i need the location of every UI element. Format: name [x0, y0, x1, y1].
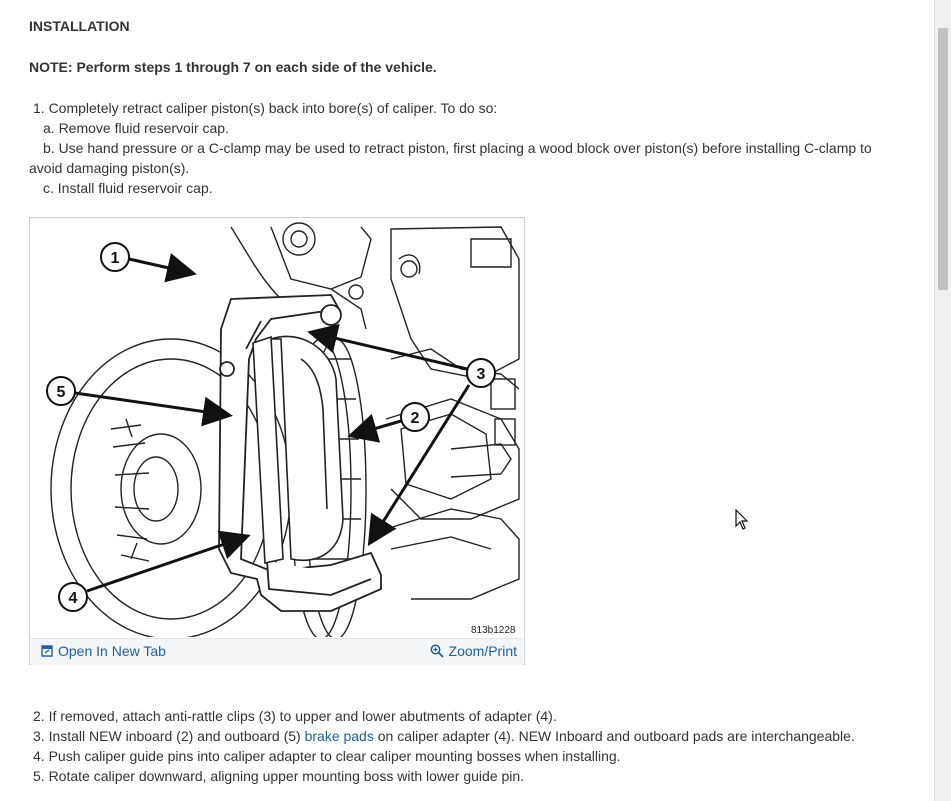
step-2: 2. If removed, attach anti-rattle clips (3) to upper and lower abutments of adapter (4).: [33, 708, 557, 724]
scrollbar-thumb[interactable]: [938, 28, 948, 290]
mouse-cursor-icon: [735, 509, 749, 531]
step-3-text-end: on caliper adapter (4). NEW Inboard and outboard pads are interchangeable.: [373, 728, 855, 744]
callout-3: 3: [476, 366, 486, 383]
callout-5: 5: [56, 384, 66, 401]
step-1a: a. Remove fluid reservoir cap.: [43, 120, 229, 136]
vertical-scrollbar[interactable]: [934, 0, 951, 801]
step-3: [33, 726, 855, 746]
illustration-figure: [29, 217, 525, 665]
brake-caliper-illustration: [31, 219, 523, 637]
open-in-new-tab-label: Open In New Tab: [58, 643, 166, 659]
zoom-print-label: Zoom/Print: [448, 643, 517, 659]
open-in-new-tab-button[interactable]: [41, 643, 166, 659]
step-3-text-start: 3. Install NEW inboard (2) and outboard (5): [33, 728, 305, 744]
callout-2: 2: [410, 410, 420, 427]
section-heading: INSTALLATION: [29, 18, 130, 34]
external-link-icon: [41, 645, 53, 657]
figure-code: 813b1228: [471, 625, 516, 636]
zoom-icon: [430, 644, 444, 658]
step-1: 1. Completely retract caliper piston(s) back into bore(s) of caliper. To do so:: [33, 100, 498, 116]
note-text: NOTE: Perform steps 1 through 7 on each side of the vehicle.: [29, 59, 437, 75]
zoom-print-button[interactable]: [430, 643, 517, 659]
step-4: 4. Push caliper guide pins into caliper adapter to clear caliper mounting bosses when installing.: [33, 748, 621, 764]
step-1b: b. Use hand pressure or a C-clamp may be used to retract piston, first placing a wood block over piston(s) before installing C-clamp to: [43, 140, 872, 156]
step-1b-continued: avoid damaging piston(s).: [29, 160, 190, 176]
callout-4: 4: [68, 590, 78, 607]
step-1c: c. Install fluid reservoir cap.: [43, 180, 213, 196]
callout-1: 1: [110, 250, 120, 267]
figure-toolbar: [31, 638, 523, 665]
brake-pads-link[interactable]: brake pads: [304, 728, 374, 744]
step-5: 5. Rotate caliper downward, aligning upper mounting boss with lower guide pin.: [33, 768, 525, 784]
